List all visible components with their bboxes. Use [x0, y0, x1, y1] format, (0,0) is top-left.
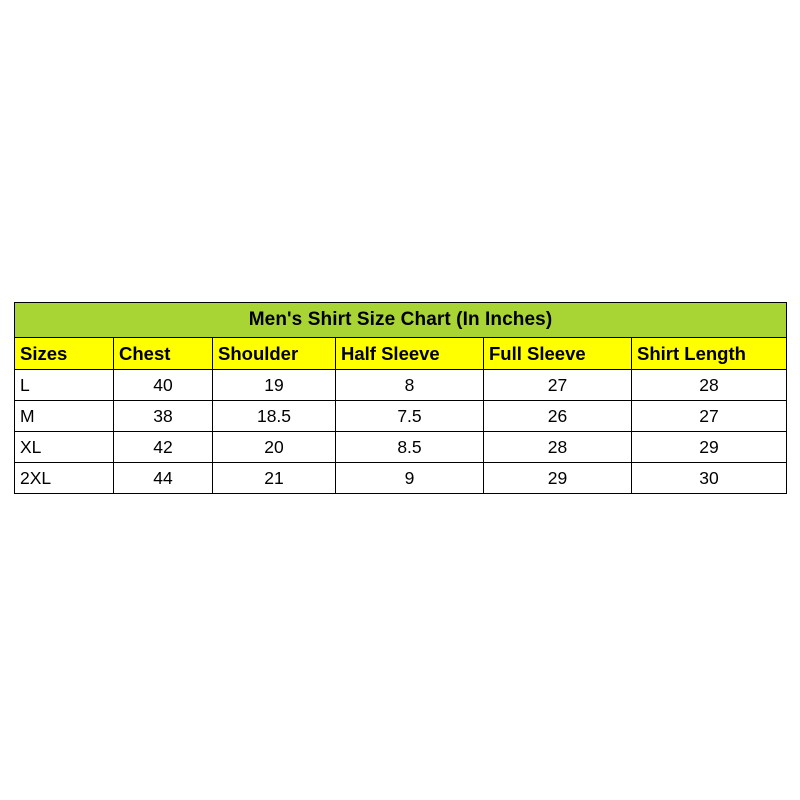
cell-shirt-length: 30: [632, 463, 787, 494]
cell-chest: 42: [114, 432, 213, 463]
column-header-half-sleeve: Half Sleeve: [336, 338, 484, 370]
cell-size: M: [15, 401, 114, 432]
column-header-shoulder: Shoulder: [213, 338, 336, 370]
cell-shirt-length: 29: [632, 432, 787, 463]
cell-half-sleeve: 7.5: [336, 401, 484, 432]
table-header-row: [15, 338, 787, 370]
cell-shirt-length: 28: [632, 370, 787, 401]
table-row: [15, 432, 787, 463]
column-header-full-sleeve: Full Sleeve: [484, 338, 632, 370]
cell-size: L: [15, 370, 114, 401]
table-row: [15, 463, 787, 494]
column-header-chest: Chest: [114, 338, 213, 370]
cell-half-sleeve: 8: [336, 370, 484, 401]
cell-shoulder: 20: [213, 432, 336, 463]
table-row: [15, 370, 787, 401]
cell-chest: 38: [114, 401, 213, 432]
size-chart-table: [14, 302, 787, 494]
cell-chest: 40: [114, 370, 213, 401]
cell-full-sleeve: 27: [484, 370, 632, 401]
column-header-sizes: Sizes: [15, 338, 114, 370]
cell-half-sleeve: 9: [336, 463, 484, 494]
column-header-shirt-length: Shirt Length: [632, 338, 787, 370]
cell-size: XL: [15, 432, 114, 463]
table-row: [15, 401, 787, 432]
cell-shirt-length: 27: [632, 401, 787, 432]
cell-chest: 44: [114, 463, 213, 494]
cell-full-sleeve: 29: [484, 463, 632, 494]
cell-half-sleeve: 8.5: [336, 432, 484, 463]
chart-title: Men's Shirt Size Chart (In Inches): [15, 303, 787, 338]
size-chart-container: [14, 302, 786, 494]
cell-size: 2XL: [15, 463, 114, 494]
cell-shoulder: 18.5: [213, 401, 336, 432]
table-title-row: [15, 303, 787, 338]
cell-full-sleeve: 28: [484, 432, 632, 463]
cell-shoulder: 19: [213, 370, 336, 401]
cell-shoulder: 21: [213, 463, 336, 494]
cell-full-sleeve: 26: [484, 401, 632, 432]
